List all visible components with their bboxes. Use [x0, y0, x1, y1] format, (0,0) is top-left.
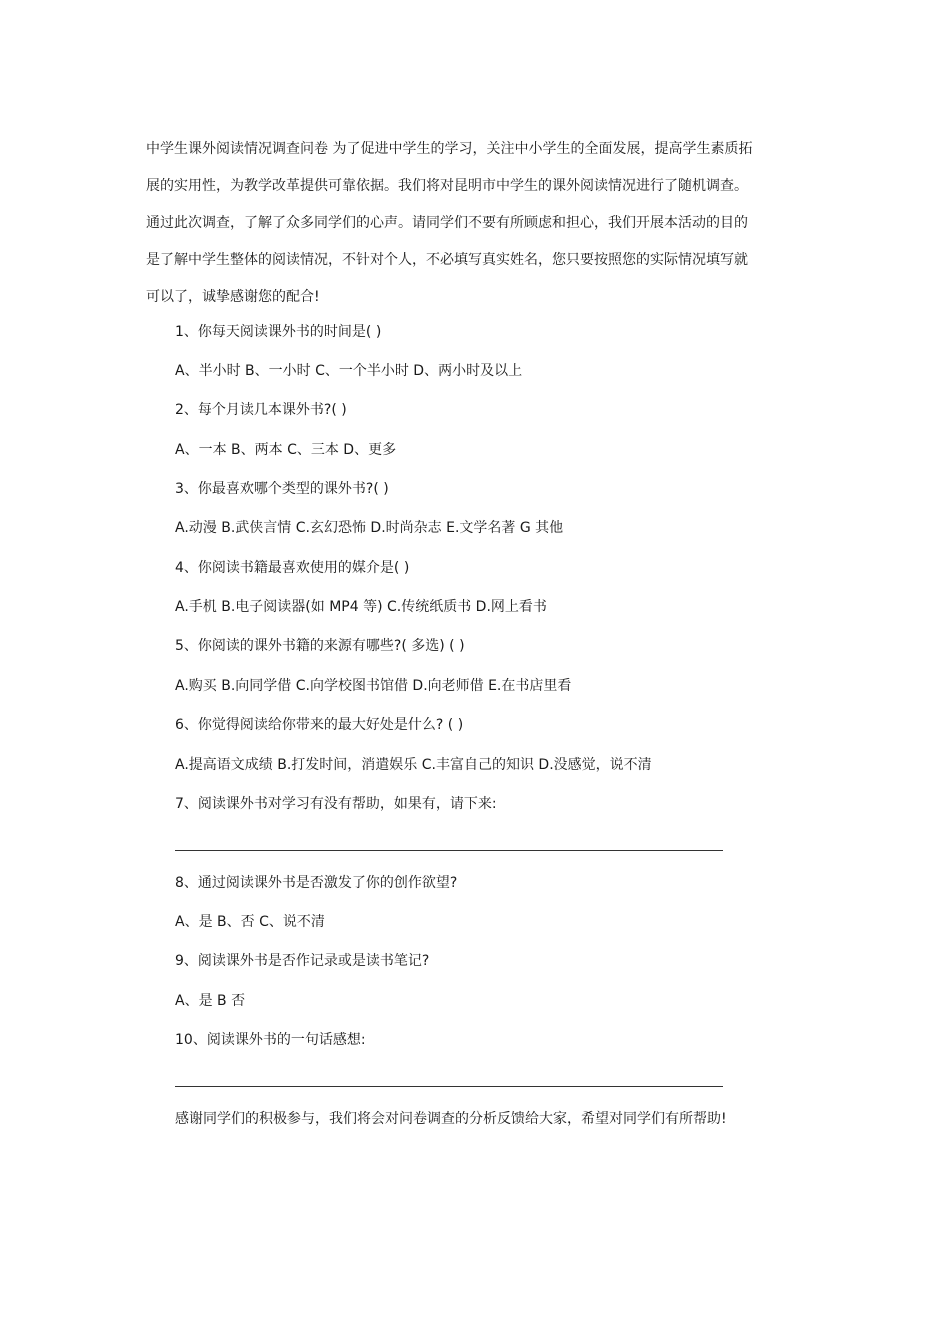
options-3: A.动漫 B.武侠言情 C.玄幻恐怖 D.时尚杂志 E.文学名著 G 其他 [175, 520, 564, 536]
intro-line: 通过此次调查，了解了众多同学们的心声。请同学们不要有所顾虑和担心，我们开展本活动的目的 [146, 215, 748, 231]
options-4: A.手机 B.电子阅读器(如 MP4 等) C.传统纸质书 D.网上看书 [175, 599, 547, 615]
question-1: 1、你每天阅读课外书的时间是( ) [175, 324, 382, 340]
intro-paragraph [146, 131, 806, 316]
question-5: 5、你阅读的课外书籍的来源有哪些?( 多选) ( ) [175, 638, 465, 654]
question-9: 9、阅读课外书是否作记录或是读书笔记? [175, 953, 430, 969]
options-9: A、是 B 否 [175, 993, 246, 1009]
question-6: 6、你觉得阅读给你带来的最大好处是什么? ( ) [175, 717, 464, 733]
question-4: 4、你阅读书籍最喜欢使用的媒介是( ) [175, 560, 410, 576]
intro-line: 展的实用性，为教学改革提供可靠依据。我们将对昆明市中学生的课外阅读情况进行了随机调查。 [146, 178, 748, 194]
answer-blank-line[interactable] [175, 1086, 723, 1087]
options-2: A、一本 B、两本 C、三本 D、更多 [175, 442, 397, 458]
question-3: 3、你最喜欢哪个类型的课外书?( ) [175, 481, 389, 497]
question-7: 7、阅读课外书对学习有没有帮助，如果有，请下来: [175, 796, 497, 812]
intro-line: 中学生课外阅读情况调查问卷 为了促进中学生的学习，关注中小学生的全面发展，提高学生素质拓 [146, 141, 753, 157]
closing-note: 感谢同学们的积极参与，我们将会对问卷调查的分析反馈给大家，希望对同学们有所帮助! [175, 1111, 727, 1127]
intro-line: 是了解中学生整体的阅读情况，不针对个人，不必填写真实姓名，您只要按照您的实际情况填写就 [146, 252, 748, 268]
question-2: 2、每个月读几本课外书?( ) [175, 402, 347, 418]
options-1: A、半小时 B、一小时 C、一个半小时 D、两小时及以上 [175, 363, 523, 379]
options-5: A.购买 B.向同学借 C.向学校图书馆借 D.向老师借 E.在书店里看 [175, 678, 572, 694]
intro-line: 可以了，诚挚感谢您的配合! [146, 289, 320, 305]
answer-blank-line[interactable] [175, 850, 723, 851]
question-8: 8、通过阅读课外书是否激发了你的创作欲望? [175, 875, 458, 891]
question-10: 10、阅读课外书的一句话感想: [175, 1032, 366, 1048]
options-8: A、是 B、否 C、说不清 [175, 914, 325, 930]
options-6: A.提高语文成绩 B.打发时间，消遣娱乐 C.丰富自己的知识 D.没感觉，说不清 [175, 757, 652, 773]
